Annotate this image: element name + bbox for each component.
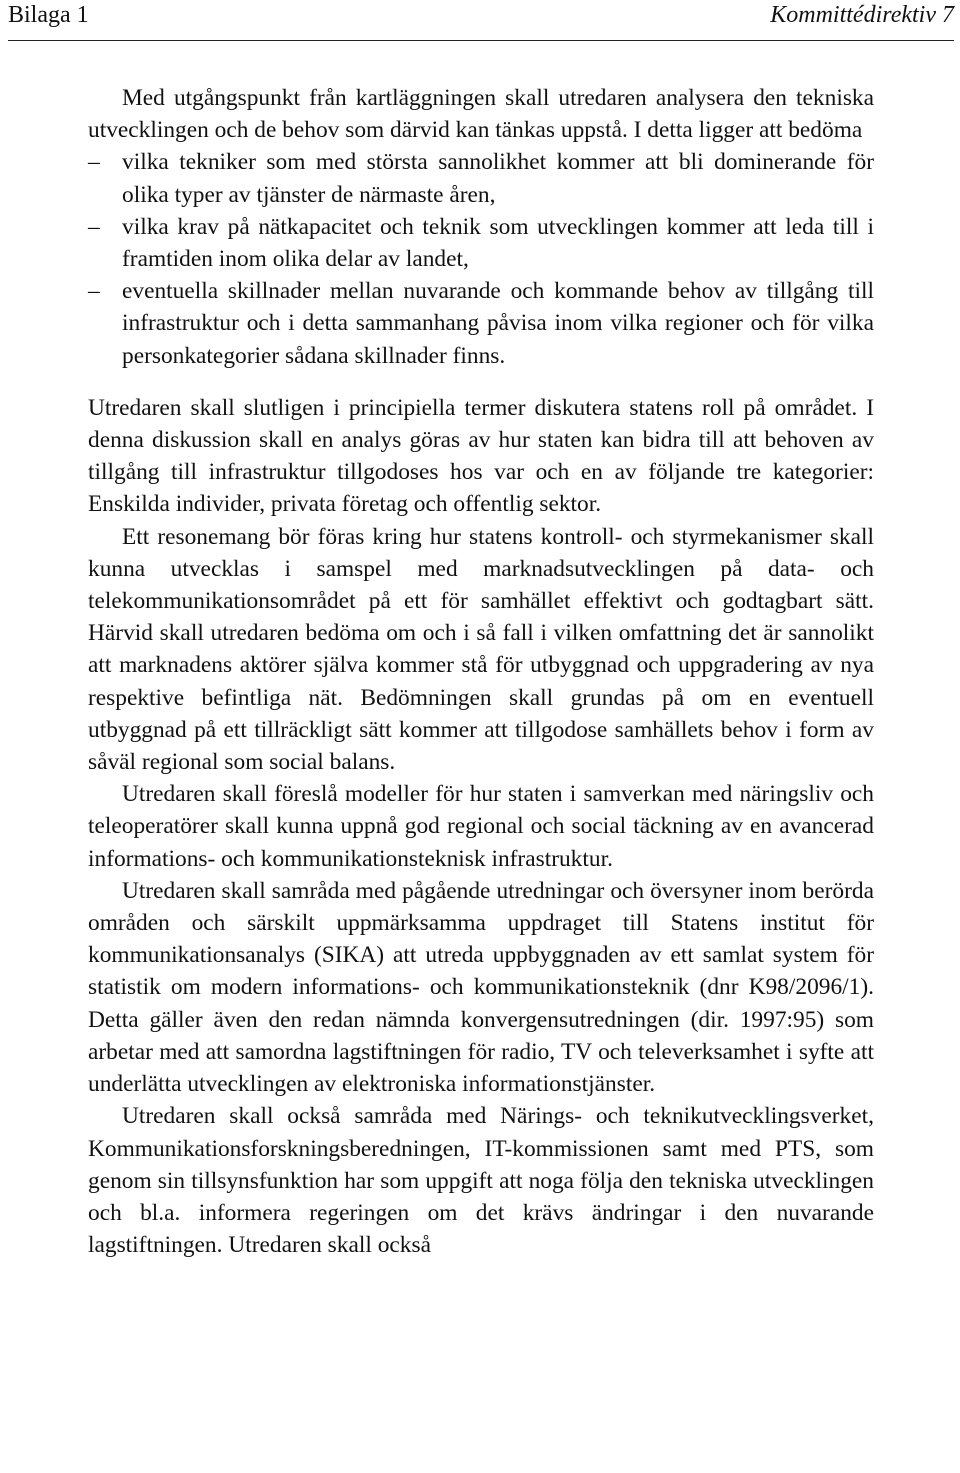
document-body	[88, 82, 874, 1261]
list-item	[88, 211, 874, 275]
dash-bullet: –	[88, 149, 100, 176]
directive-page-label: Kommittédirektiv 7	[770, 2, 954, 28]
list-item	[88, 275, 874, 372]
list-item-text: eventuella skillnader mellan nuvarande och kommande behov av tillgång till infrastruktur och i detta sammanhang påvisa inom vilka regioner och för vilka personkategorier sådana skillnader finns.	[122, 278, 874, 369]
dash-bullet: –	[88, 278, 100, 305]
paragraph-consultation: Utredaren skall samråda med pågående utredningar och översyner inom berörda områden och särskilt uppmärksamma uppdraget till Statens institut för kommunikationsanalys (SIKA) att utreda uppbyggnaden av ett samlat system för statistik om modern informations- och kommunikationsteknik (dnr K98/2096/1). Detta gäller även den redan nämnda konvergensutredningen (dir. 1997:95) som arbetar med att samordna lagstiftningen för radio, TV och televerksamhet i syfte att underlätta utvecklingen av elektroniska informationstjänster.	[88, 877, 874, 1098]
dash-bullet: –	[88, 213, 100, 240]
paragraph-control-mechanisms: Ett resonemang bör föras kring hur statens kontroll- och styrmekanismer skall kunna utvecklas i samspel med marknadsutvecklingen på data- och telekommunikationsområdet på ett för samhället effektivt och godtagbart sätt. Härvid skall utredaren bedöma om och i så fall i vilken omfattning det är sannolikt att marknadens aktörer själva kommer stå för utbyggnad och uppgradering av nya respektive befintliga nät. Bedömningen skall grundas på om en eventuell utbyggnad på ett tillräckligt sätt kommer att tillgodose samhällets behov i form av såväl regional som social balans.	[88, 523, 874, 776]
list-item-text: vilka tekniker som med största sannolikhet kommer att bli dominerande för olika typer av tjänster de närmaste åren,	[122, 149, 874, 208]
list-item	[88, 146, 874, 210]
paragraph-models: Utredaren skall föreslå modeller för hur staten i samverkan med näringsliv och teleoperatörer skall kunna uppnå god regional och social täckning av en avancerad informations- och kommunikationsteknisk infrastruktur.	[88, 781, 874, 872]
page-header	[8, 0, 954, 41]
assessment-list	[88, 146, 874, 371]
paragraph-state-role: Utredaren skall slutligen i principiella termer diskutera statens roll på området. I denna diskussion skall en analys göras av hur staten kan bidra till att behoven av tillgång till infrastruktur tillgodoses hos var och en av följande tre kategorier: Enskilda individer, privata företag och offentlig sektor.	[88, 394, 874, 518]
appendix-label: Bilaga 1	[8, 2, 89, 28]
intro-paragraph: Med utgångspunkt från kartläggningen skall utredaren analysera den tekniska utvecklingen och de behov som därvid kan tänkas uppstå. I detta ligger att bedöma	[88, 85, 874, 144]
paragraph-consultation-agencies: Utredaren skall också samråda med Närings- och teknikutvecklingsverket, Kommunikationsforskningsberedningen, IT-kommissionen samt med PTS, som genom sin tillsynsfunktion har som uppgift att noga följa den tekniska utvecklingen och bl.a. informera regeringen om det krävs ändringar i den nuvarande lagstiftningen. Utredaren skall också	[88, 1103, 874, 1259]
list-item-text: vilka krav på nätkapacitet och teknik som utvecklingen kommer att leda till i framtiden inom olika delar av landet,	[122, 213, 874, 273]
